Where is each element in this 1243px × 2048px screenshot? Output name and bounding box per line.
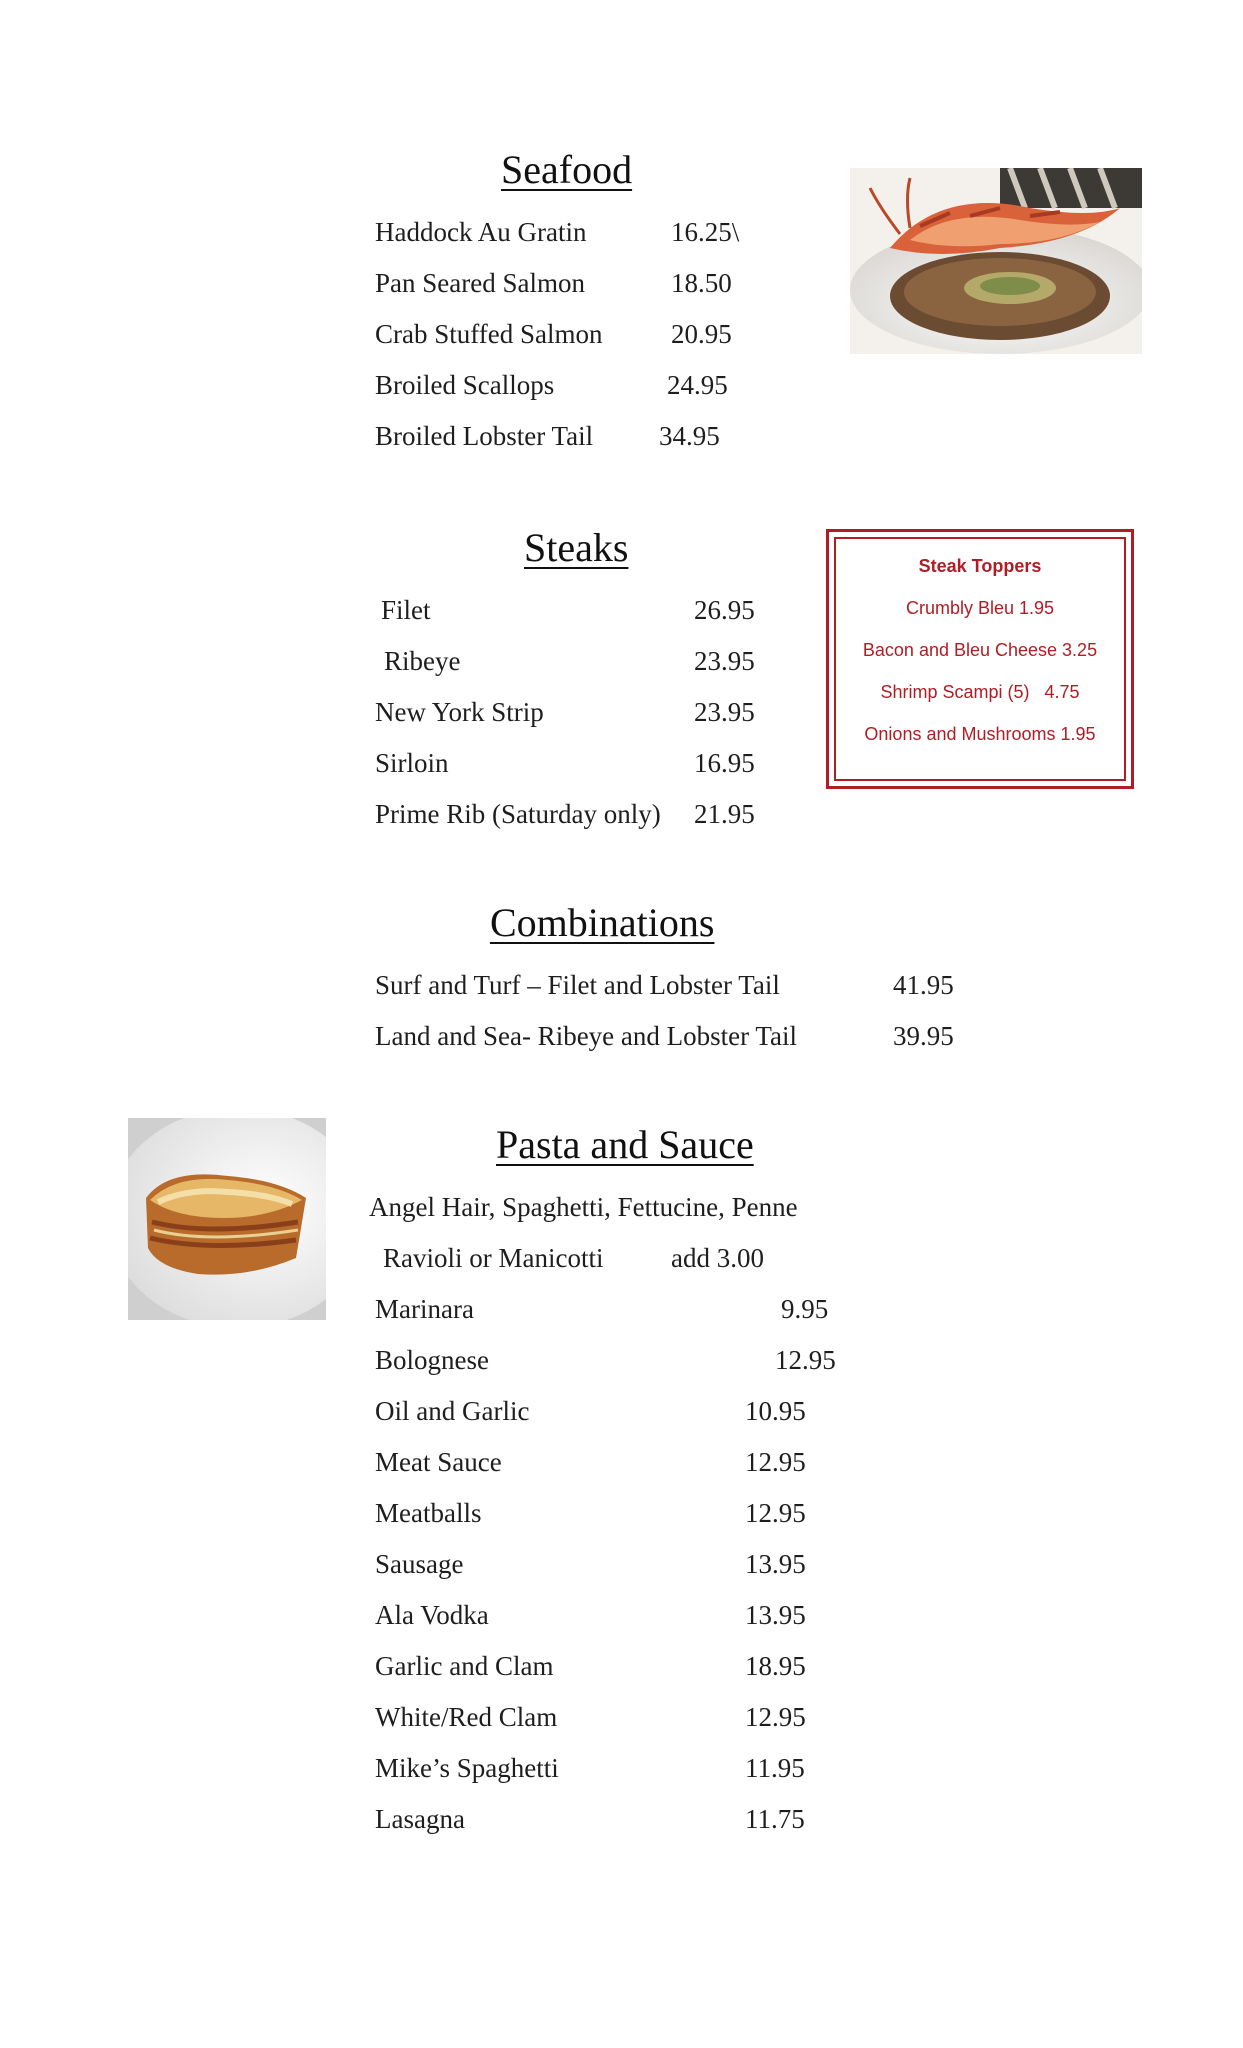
- pasta-heading: Pasta and Sauce: [496, 1122, 754, 1167]
- steak-item-name: Sirloin: [375, 748, 449, 778]
- steak-item-price: 26.95: [694, 595, 755, 625]
- steak-item-price: 23.95: [694, 646, 755, 676]
- pasta-upgrade-name: Ravioli or Manicotti: [383, 1243, 604, 1273]
- seafood-item-name: Pan Seared Salmon: [375, 268, 585, 298]
- combination-item-name: Surf and Turf – Filet and Lobster Tail: [375, 970, 780, 1000]
- steak-item-price: 21.95: [694, 799, 755, 829]
- steak-toppers-inner-border: [834, 537, 1126, 781]
- steak-lobster-photo: [850, 168, 1142, 354]
- steak-item-name: Filet: [381, 595, 431, 625]
- sauce-item-price: 18.95: [745, 1651, 806, 1681]
- steak-item-price: 16.95: [694, 748, 755, 778]
- sauce-item-name: Garlic and Clam: [375, 1651, 554, 1681]
- sauce-item-price: 11.95: [745, 1753, 805, 1783]
- sauce-item-price: 12.95: [745, 1498, 806, 1528]
- lasagna-photo: [128, 1118, 326, 1320]
- sauce-item-name: Meatballs: [375, 1498, 482, 1528]
- combinations-heading: Combinations: [490, 900, 715, 945]
- sauce-item-price: 13.95: [745, 1549, 806, 1579]
- sauce-item-name: Ala Vodka: [375, 1600, 489, 1630]
- sauce-item-name: White/Red Clam: [375, 1702, 558, 1732]
- sauce-item-name: Lasagna: [375, 1804, 465, 1834]
- seafood-heading: Seafood: [501, 147, 633, 192]
- seafood-item-price: 18.50: [671, 268, 732, 298]
- combination-item-name: Land and Sea- Ribeye and Lobster Tail: [375, 1021, 797, 1051]
- seafood-item-price: 16.25\: [671, 217, 740, 247]
- steak-item-name: Ribeye: [384, 646, 461, 676]
- sauce-item-name: Marinara: [375, 1294, 474, 1324]
- sauce-item-price: 11.75: [745, 1804, 805, 1834]
- sauce-item-price: 13.95: [745, 1600, 806, 1630]
- sauce-item-price: 12.95: [775, 1345, 836, 1375]
- steak-topper-item: Bacon and Bleu Cheese 3.25: [862, 640, 1098, 660]
- steak-item-name: New York Strip: [375, 697, 544, 727]
- sauce-item-price: 10.95: [745, 1396, 806, 1426]
- combination-item-price: 41.95: [893, 970, 954, 1000]
- sauce-item-price: 9.95: [781, 1294, 829, 1324]
- sauce-item-price: 12.95: [745, 1447, 806, 1477]
- steak-toppers-box: [826, 529, 1134, 789]
- pasta-upgrade-price: add 3.00: [671, 1243, 764, 1273]
- sauce-item-price: 12.95: [745, 1702, 806, 1732]
- sauce-item-name: Bolognese: [375, 1345, 489, 1375]
- sauce-item-name: Sausage: [375, 1549, 464, 1579]
- combination-item-price: 39.95: [893, 1021, 954, 1051]
- sauce-item-name: Meat Sauce: [375, 1447, 502, 1477]
- steak-toppers-title: Steak Toppers: [918, 556, 1042, 576]
- steak-topper-item: Shrimp Scampi (5) 4.75: [880, 682, 1080, 702]
- seafood-item-name: Crab Stuffed Salmon: [375, 319, 603, 349]
- steak-topper-item: Onions and Mushrooms 1.95: [864, 724, 1096, 744]
- seafood-item-price: 24.95: [667, 370, 728, 400]
- seafood-item-name: Broiled Lobster Tail: [375, 421, 594, 451]
- steak-item-name: Prime Rib (Saturday only): [375, 799, 661, 829]
- pasta-types-line: Angel Hair, Spaghetti, Fettucine, Penne: [369, 1192, 798, 1222]
- seafood-item-price: 34.95: [659, 421, 720, 451]
- seafood-item-price: 20.95: [671, 319, 732, 349]
- seafood-item-name: Broiled Scallops: [375, 370, 555, 400]
- steak-topper-item: Crumbly Bleu 1.95: [905, 598, 1055, 618]
- sauce-item-name: Mike’s Spaghetti: [375, 1753, 559, 1783]
- steaks-heading: Steaks: [524, 525, 629, 570]
- sauce-item-name: Oil and Garlic: [375, 1396, 530, 1426]
- steak-item-price: 23.95: [694, 697, 755, 727]
- seafood-item-name: Haddock Au Gratin: [375, 217, 587, 247]
